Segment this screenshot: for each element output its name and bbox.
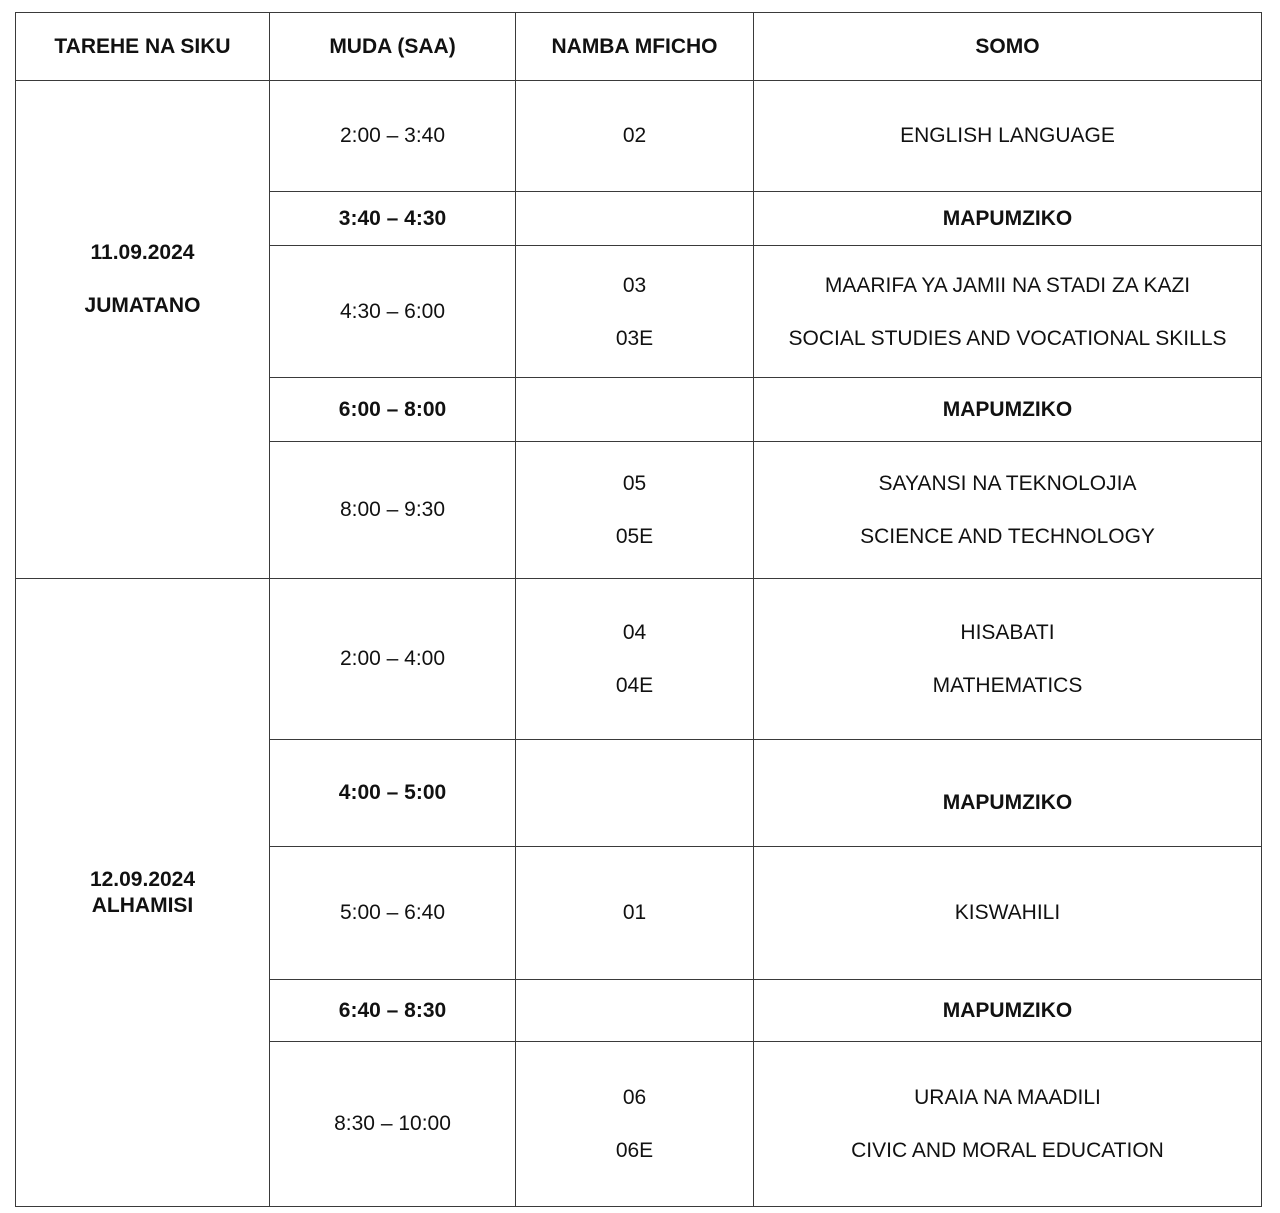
- subject-cell: [754, 378, 1262, 442]
- header-code: NAMBA MFICHO: [516, 13, 754, 81]
- time-cell: 6:40 – 8:30: [270, 980, 516, 1042]
- subject-cell: [754, 740, 1262, 847]
- time-cell: 8:00 – 9:30: [270, 442, 516, 579]
- code-text: 05: [622, 472, 647, 495]
- code-text: 05E: [615, 525, 654, 548]
- subject-cell: [754, 1042, 1262, 1207]
- day-text: JUMATANO: [84, 294, 201, 317]
- subject-text: SAYANSI NA TEKNOLOJIA: [878, 472, 1137, 495]
- subject-cell: [754, 442, 1262, 579]
- subject-cell: [754, 980, 1262, 1042]
- code-cell: [516, 192, 754, 246]
- subject-text: SCIENCE AND TECHNOLOGY: [860, 525, 1155, 548]
- subject-text: MAARIFA YA JAMII NA STADI ZA KAZI: [824, 273, 1191, 297]
- code-text: 04E: [615, 674, 654, 697]
- subject-text: MATHEMATICS: [932, 674, 1083, 697]
- time-cell: 5:00 – 6:40: [270, 847, 516, 980]
- date-text: 12.09.2024: [89, 867, 196, 891]
- code-text: 03E: [615, 326, 654, 350]
- code-cell: [516, 246, 754, 378]
- code-cell: [516, 980, 754, 1042]
- header-subject: SOMO: [754, 13, 1262, 81]
- break-label: MAPUMZIKO: [942, 397, 1073, 421]
- subject-text: SOCIAL STUDIES AND VOCATIONAL SKILLS: [788, 326, 1227, 350]
- day-cell: [16, 579, 270, 1207]
- header-time: MUDA (SAA): [270, 13, 516, 81]
- code-text: 06E: [615, 1139, 654, 1162]
- subject-text: HISABATI: [960, 621, 1055, 644]
- time-cell: 4:30 – 6:00: [270, 246, 516, 378]
- exam-timetable: [15, 12, 1262, 1207]
- code-text: 06: [622, 1086, 647, 1109]
- code-cell: [516, 1042, 754, 1207]
- time-cell: 8:30 – 10:00: [270, 1042, 516, 1207]
- code-text: 04: [622, 621, 647, 644]
- header-row: [16, 13, 1262, 81]
- subject-cell: [754, 192, 1262, 246]
- table-row: [16, 579, 1262, 740]
- subject-text: CIVIC AND MORAL EDUCATION: [851, 1139, 1164, 1162]
- subject-cell: [754, 847, 1262, 980]
- code-cell: [516, 847, 754, 980]
- date-text: 11.09.2024: [90, 241, 195, 264]
- code-text: 02: [622, 124, 647, 147]
- code-cell: [516, 740, 754, 847]
- time-cell: 6:00 – 8:00: [270, 378, 516, 442]
- time-cell: 2:00 – 3:40: [270, 81, 516, 192]
- code-text: 01: [622, 901, 647, 924]
- code-text: 03: [622, 273, 647, 297]
- subject-cell: [754, 81, 1262, 192]
- day-cell: [16, 81, 270, 579]
- break-label: MAPUMZIKO: [942, 206, 1073, 230]
- subject-text: ENGLISH LANGUAGE: [900, 124, 1115, 147]
- code-cell: [516, 579, 754, 740]
- time-cell: 2:00 – 4:00: [270, 579, 516, 740]
- code-cell: [516, 81, 754, 192]
- subject-cell: [754, 579, 1262, 740]
- break-label: MAPUMZIKO: [942, 998, 1073, 1022]
- code-cell: [516, 378, 754, 442]
- subject-cell: [754, 246, 1262, 378]
- time-cell: 4:00 – 5:00: [270, 740, 516, 847]
- subject-text: URAIA NA MAADILI: [914, 1086, 1101, 1109]
- code-cell: [516, 442, 754, 579]
- time-cell: 3:40 – 4:30: [270, 192, 516, 246]
- day-text: ALHAMISI: [91, 893, 194, 917]
- break-label: MAPUMZIKO: [942, 791, 1073, 814]
- table-row: [16, 81, 1262, 192]
- header-date-day: TAREHE NA SIKU: [16, 13, 270, 81]
- subject-text: KISWAHILI: [954, 901, 1061, 924]
